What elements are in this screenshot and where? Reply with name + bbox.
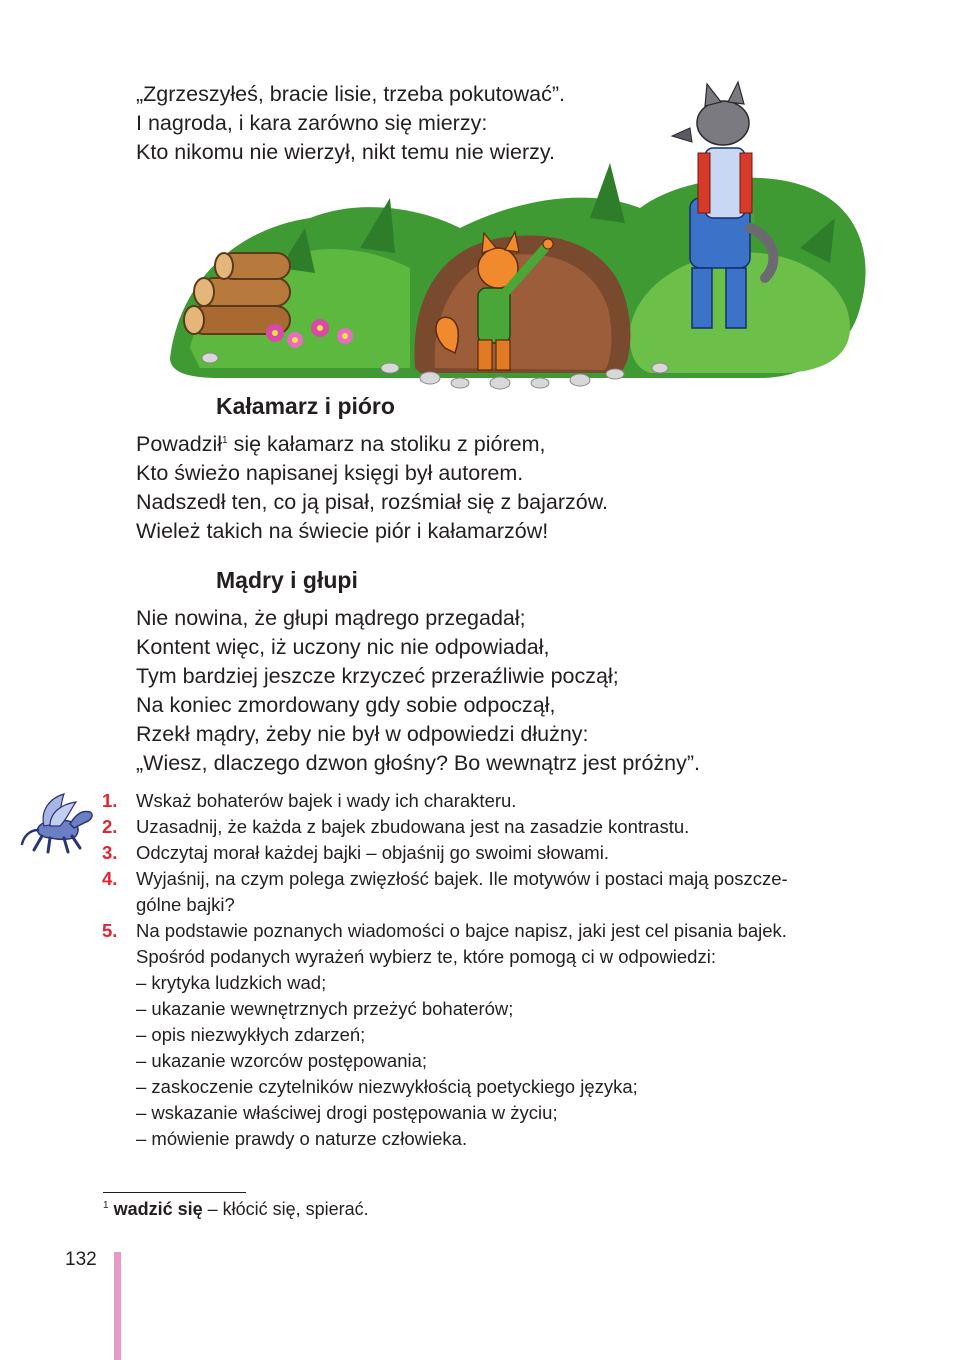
- task-text: Spośród podanych wyrażeń wybierz te, które pomogą ci w odpowiedzi:: [136, 946, 716, 967]
- task-number: 1.: [102, 790, 118, 811]
- answer-option: – krytyka ludzkich wad;: [136, 972, 327, 993]
- task-item: [96, 918, 896, 1152]
- poem-line: Rzekł mądry, żeby nie był w odpowiedzi dłużny:: [136, 722, 589, 746]
- answer-option: – ukazanie wzorców postępowania;: [136, 1050, 428, 1071]
- task-text: Odczytaj morał każdej bajki – objaśnij go swoimi słowami.: [136, 842, 609, 863]
- task-number: 3.: [102, 842, 118, 863]
- poem-line: Nie nowina, że głupi mądrego przegadał;: [136, 606, 526, 630]
- task-item: [96, 814, 896, 840]
- poem-line: Kto nikomu nie wierzył, nikt temu nie wierzy.: [136, 140, 555, 164]
- poem-line: Kontent więc, iż uczony nic nie odpowiadał,: [136, 635, 550, 659]
- fox-and-wolf-burrow-illustration: [160, 78, 880, 398]
- task-text: Na podstawie poznanych wiadomości o bajce napisz, jaki jest cel pisania bajek.: [136, 920, 787, 941]
- footnote-definition: – kłócić się, spierać.: [202, 1199, 369, 1219]
- task-item: [96, 840, 896, 866]
- poem-kalamarz-i-pioro: [136, 430, 608, 546]
- poem-line: Wieleż takich na świecie piór i kałamarzów!: [136, 519, 549, 543]
- answer-options: [136, 970, 896, 1152]
- answer-option: – mówienie prawdy o naturze człowieka.: [136, 1128, 468, 1149]
- poem-title: Mądry i głupi: [216, 567, 358, 593]
- poem-madry-i-glupi: [136, 604, 700, 778]
- poem-line: Nadszedł ten, co ją pisał, rozśmiał się z bajarzów.: [136, 490, 609, 514]
- poem-line: „Zgrzeszyłeś, bracie lisie, trzeba pokutować”.: [136, 82, 565, 106]
- task-number: 5.: [102, 920, 118, 941]
- pegasus-icon: [20, 790, 100, 856]
- page-number: 132: [65, 1249, 97, 1270]
- footnote-marker: 1: [222, 434, 228, 446]
- answer-option: – ukazanie wewnętrznych przeżyć bohaterów;: [136, 998, 514, 1019]
- answer-option: – zaskoczenie czytelników niezwykłością poetyckiego języka;: [136, 1076, 638, 1097]
- task-text: gólne bajki?: [136, 894, 235, 915]
- poem-line: Tym bardziej jeszcze krzyczeć przeraźliwie począł;: [136, 664, 619, 688]
- task-number: 2.: [102, 816, 118, 837]
- task-item: [96, 788, 896, 814]
- task-text: Uzasadnij, że każda z bajek zbudowana jest na zasadzie kontrastu.: [136, 816, 690, 837]
- answer-option: – wskazanie właściwej drogi postępowania w życiu;: [136, 1102, 558, 1123]
- footnote: [103, 1199, 369, 1220]
- footnote-number: 1: [103, 1200, 109, 1211]
- poem-line: Na koniec zmordowany gdy sobie odpoczął,: [136, 693, 556, 717]
- task-text: Wskaż bohaterów bajek i wady ich charakteru.: [136, 790, 517, 811]
- poem-line: [136, 430, 608, 459]
- page-edge-bar: [114, 1252, 121, 1360]
- footnote-divider: [103, 1192, 246, 1193]
- poem-line: Kto świeżo napisanej księgi był autorem.: [136, 461, 524, 485]
- poem-line-rest: się kałamarz na stoliku z piórem,: [227, 432, 546, 456]
- task-text: Wyjaśnij, na czym polega zwięzłość bajek. Ile motywów i postaci mają poszcze-: [136, 868, 788, 889]
- task-list: [96, 788, 896, 1152]
- answer-option: – opis niezwykłych zdarzeń;: [136, 1024, 366, 1045]
- footnoted-word: Powadził: [136, 432, 223, 456]
- task-item: [96, 866, 896, 918]
- footnote-term: wadzić się: [113, 1199, 203, 1219]
- task-number: 4.: [102, 868, 118, 889]
- poem-line: „Wiesz, dlaczego dzwon głośny? Bo wewnątrz jest próżny”.: [136, 751, 701, 775]
- poem-title: Kałamarz i pióro: [216, 393, 395, 419]
- poem-line: I nagroda, i kara zarówno się mierzy:: [136, 111, 488, 135]
